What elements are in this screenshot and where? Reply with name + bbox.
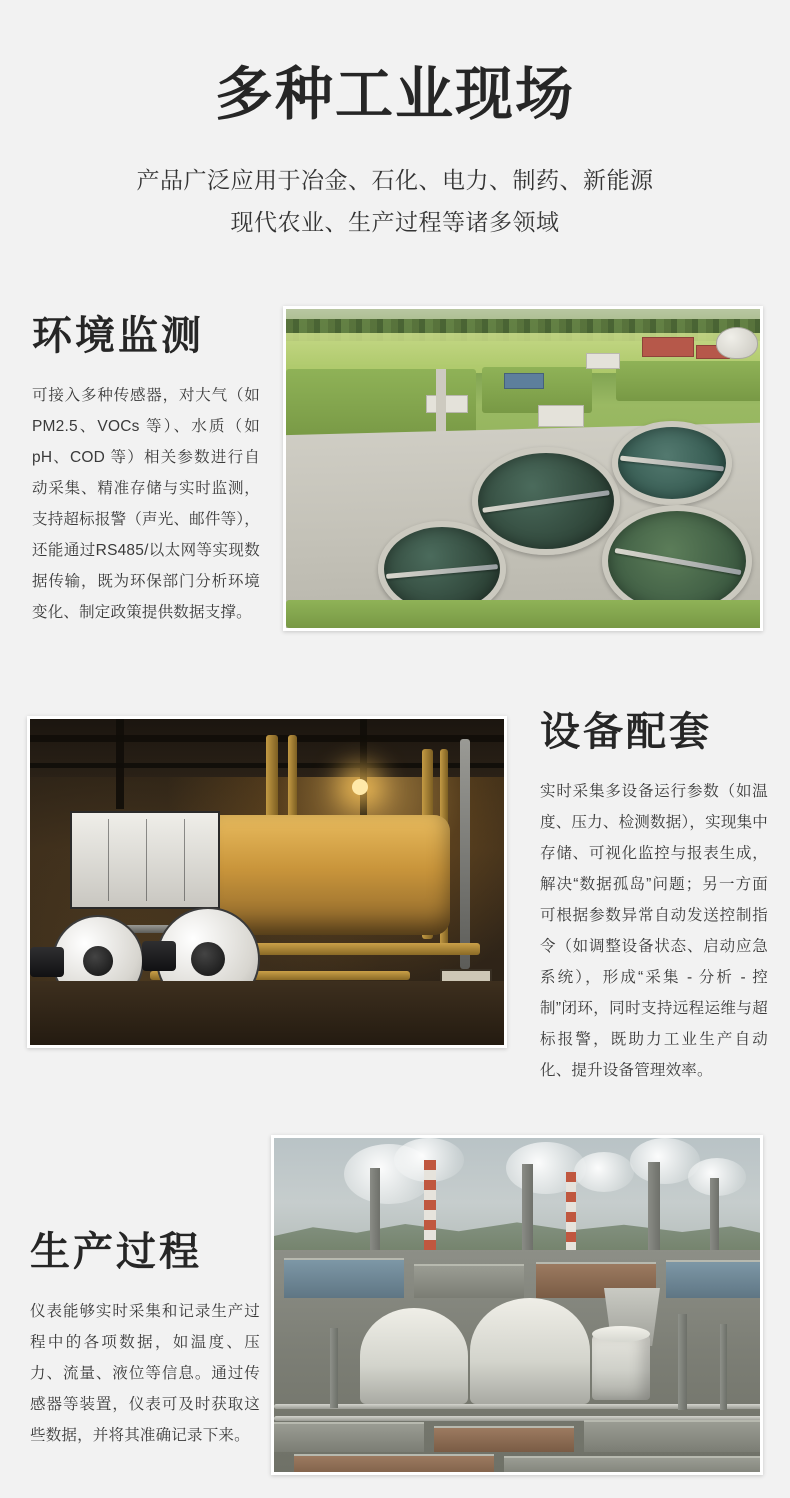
environment-text-column bbox=[32, 314, 260, 628]
equipment-text-column bbox=[540, 710, 768, 1086]
equipment-section-title: 设备配套 bbox=[540, 710, 712, 754]
subtitle-line-2: 现代农业、生产过程等诸多领域 bbox=[230, 209, 560, 236]
page-subtitle bbox=[0, 159, 790, 244]
production-section-title: 生产过程 bbox=[30, 1230, 202, 1274]
production-section-body: 仪表能够实时采集和记录生产过程中的各项数据，如温度、压力、流量、液位等信息。通过传感器等装置，仪表可及时获取这些数据，并将其准确记录下来。 bbox=[30, 1303, 260, 1444]
steel-plant-illustration bbox=[274, 1138, 760, 1472]
equipment-photo bbox=[27, 716, 507, 1048]
production-text-column bbox=[30, 1230, 260, 1451]
environment-photo bbox=[283, 306, 763, 631]
environment-section-title: 环境监测 bbox=[32, 314, 204, 358]
storage-tank-2 bbox=[470, 1298, 590, 1404]
page-title: 多种工业现场 bbox=[214, 62, 575, 127]
production-photo bbox=[271, 1135, 763, 1475]
control-panel bbox=[70, 811, 220, 909]
section-production-process bbox=[0, 1125, 790, 1485]
wastewater-plant-illustration bbox=[286, 309, 760, 628]
section-equipment-support bbox=[0, 700, 790, 1080]
environment-section-body: 可接入多种传感器，对大气（如 PM2.5、VOCs 等）、水质（如 pH、COD 等）相关参数进行自动采集、精准存储与实时监测，支持超标报警（声光、邮件等），还能通过RS485/以太网等实现数据传输，既为环保部门分析环境变化、制定政策提供数据支撑。 bbox=[32, 387, 260, 621]
boiler-room-illustration bbox=[30, 719, 504, 1045]
storage-tank-1 bbox=[360, 1308, 468, 1404]
subtitle-line-1: 产品广泛应用于冶金、石化、电力、制药、新能源 bbox=[136, 166, 654, 193]
section-environment-monitoring bbox=[0, 300, 790, 660]
page-header bbox=[0, 0, 790, 244]
equipment-section-body: 实时采集多设备运行参数（如温度、压力、检测数据），实现集中存储、可视化监控与报表生成，解决“数据孤岛”问题；另一方面可根据参数异常自动发送控制指令（如调整设备状态、启动应急系统），形成“采集 - 分析 - 控制”闭环，同时支持远程运维与超标报警，既助力工业生产自动化、提升设备管理效率。 bbox=[540, 783, 768, 1079]
storage-tank-3 bbox=[592, 1334, 650, 1400]
